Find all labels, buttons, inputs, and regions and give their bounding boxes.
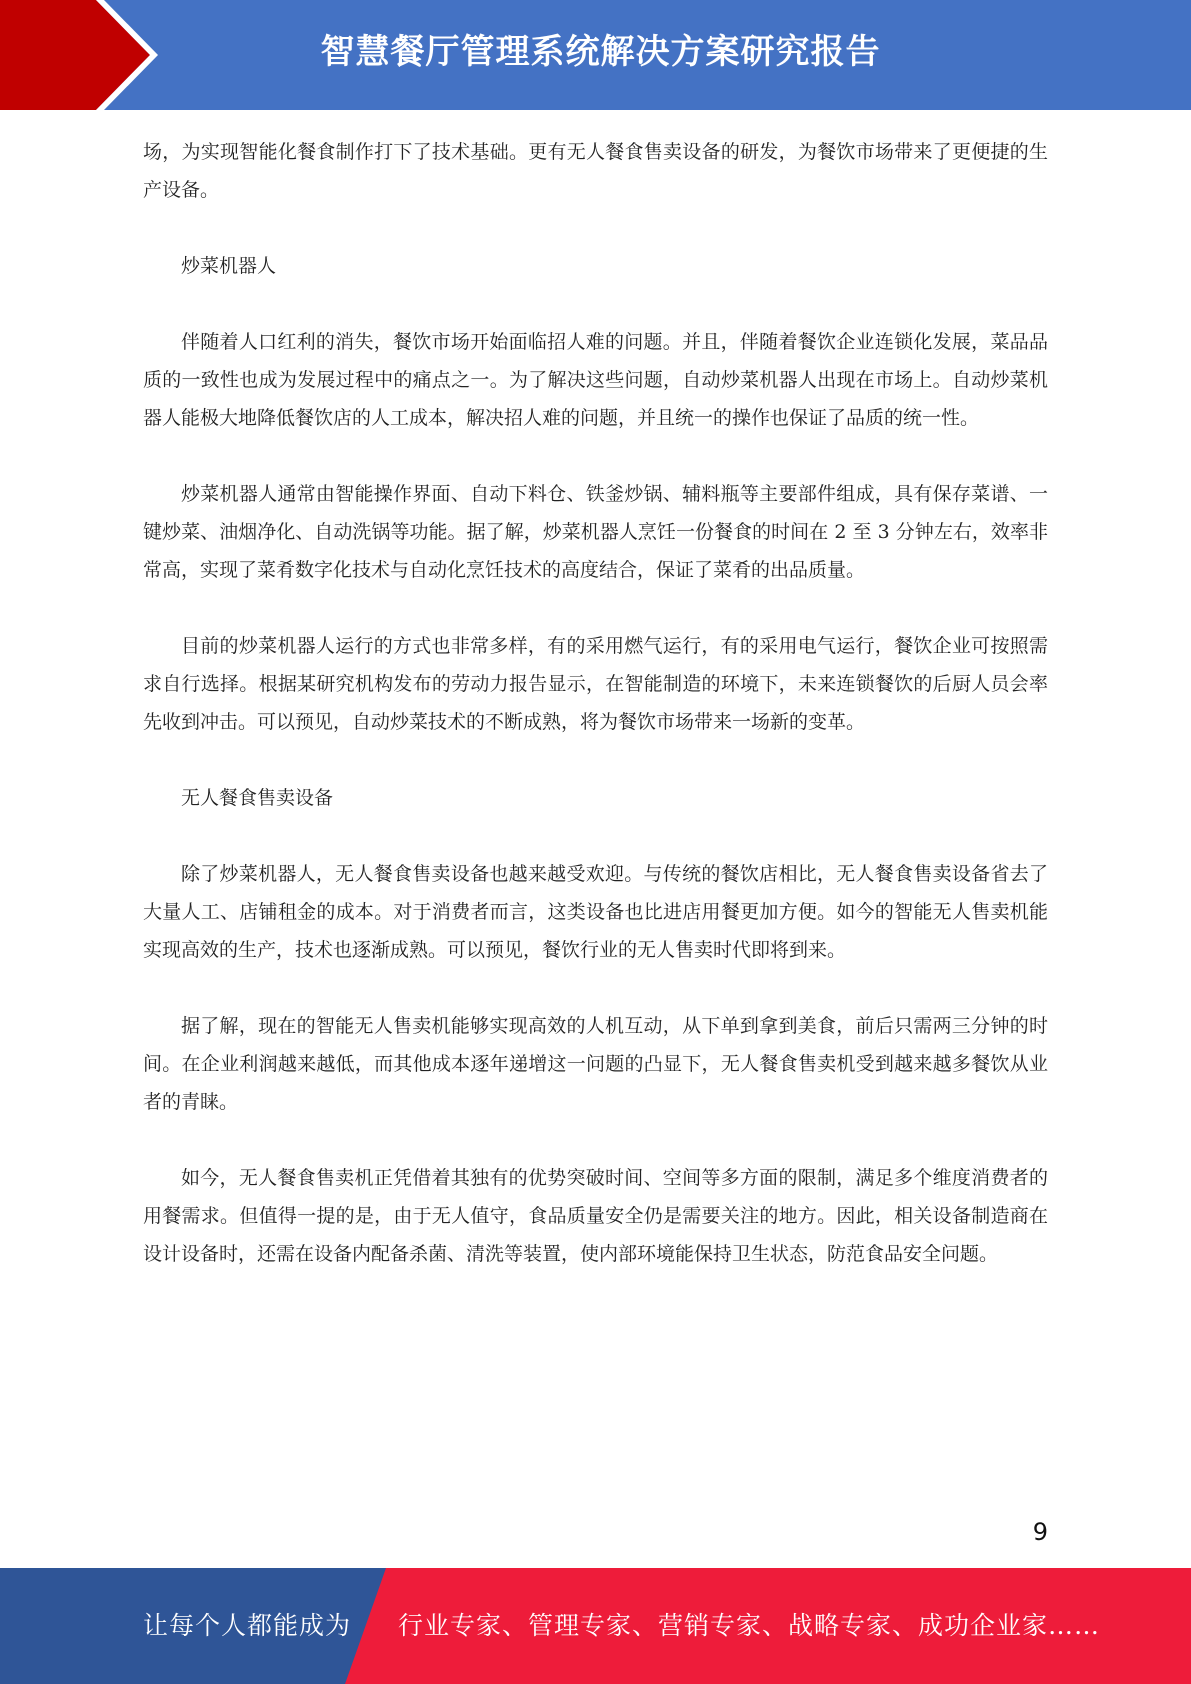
page-header	[0, 0, 1191, 110]
document-body	[143, 133, 1048, 1311]
footer-slogan-left: 让每个人都能成为	[143, 1611, 352, 1640]
header-chevron-red	[0, 0, 150, 110]
body-paragraph: 据了解，现在的智能无人售卖机能够实现高效的人机互动，从下单到拿到美食，前后只需两三分钟的时间。在企业利润越来越低，而其他成本逐年递增这一问题的凸显下，无人餐食售卖机受到越来越多餐饮从业者的青睐。	[143, 1015, 1048, 1113]
page-number: 9	[1032, 1518, 1048, 1546]
section-heading: 炒菜机器人	[181, 255, 277, 277]
page-footer	[0, 1568, 1191, 1684]
body-paragraph: 目前的炒菜机器人运行的方式也非常多样，有的采用燃气运行，有的采用电气运行，餐饮企业可按照需求自行选择。根据某研究机构发布的劳动力报告显示，在智能制造的环境下，未来连锁餐饮的后厨人员会率先收到冲击。可以预见，自动炒菜技术的不断成熟，将为餐饮市场带来一场新的变革。	[143, 635, 1048, 733]
section-heading: 无人餐食售卖设备	[181, 787, 334, 809]
body-paragraph: 伴随着人口红利的消失，餐饮市场开始面临招人难的问题。并且，伴随着餐饮企业连锁化发展，菜品品质的一致性也成为发展过程中的痛点之一。为了解决这些问题，自动炒菜机器人出现在市场上。自动炒菜机器人能极大地降低餐饮店的人工成本，解决招人难的问题，并且统一的操作也保证了品质的统一性。	[143, 331, 1048, 429]
body-paragraph: 炒菜机器人通常由智能操作界面、自动下料仓、铁釜炒锅、辅料瓶等主要部件组成，具有保存菜谱、一键炒菜、油烟净化、自动洗锅等功能。据了解，炒菜机器人烹饪一份餐食的时间在 2 至 3 分钟左右，效率非常高，实现了菜肴数字化技术与自动化烹饪技术的高度结合，保证了菜肴的出品质量。	[143, 483, 1048, 581]
header-title: 智慧餐厅管理系统解决方案研究报告	[320, 32, 881, 72]
continued-paragraph: 场，为实现智能化餐食制作打下了技术基础。更有无人餐食售卖设备的研发，为餐饮市场带来了更便捷的生产设备。	[143, 141, 1048, 201]
footer-slogan-right: 行业专家、管理专家、营销专家、战略专家、成功企业家……	[398, 1611, 1101, 1640]
body-paragraph: 如今，无人餐食售卖机正凭借着其独有的优势突破时间、空间等多方面的限制，满足多个维度消费者的用餐需求。但值得一提的是，由于无人值守，食品质量安全仍是需要关注的地方。因此，相关设备制造商在设计设备时，还需在设备内配备杀菌、清洗等装置，使内部环境能保持卫生状态，防范食品安全问题。	[143, 1167, 1048, 1265]
header-chevron-icon	[0, 0, 160, 110]
body-paragraph: 除了炒菜机器人，无人餐食售卖设备也越来越受欢迎。与传统的餐饮店相比，无人餐食售卖设备省去了大量人工、店铺租金的成本。对于消费者而言，这类设备也比进店用餐更加方便。如今的智能无人售卖机能实现高效的生产，技术也逐渐成熟。可以预见，餐饮行业的无人售卖时代即将到来。	[143, 863, 1048, 961]
